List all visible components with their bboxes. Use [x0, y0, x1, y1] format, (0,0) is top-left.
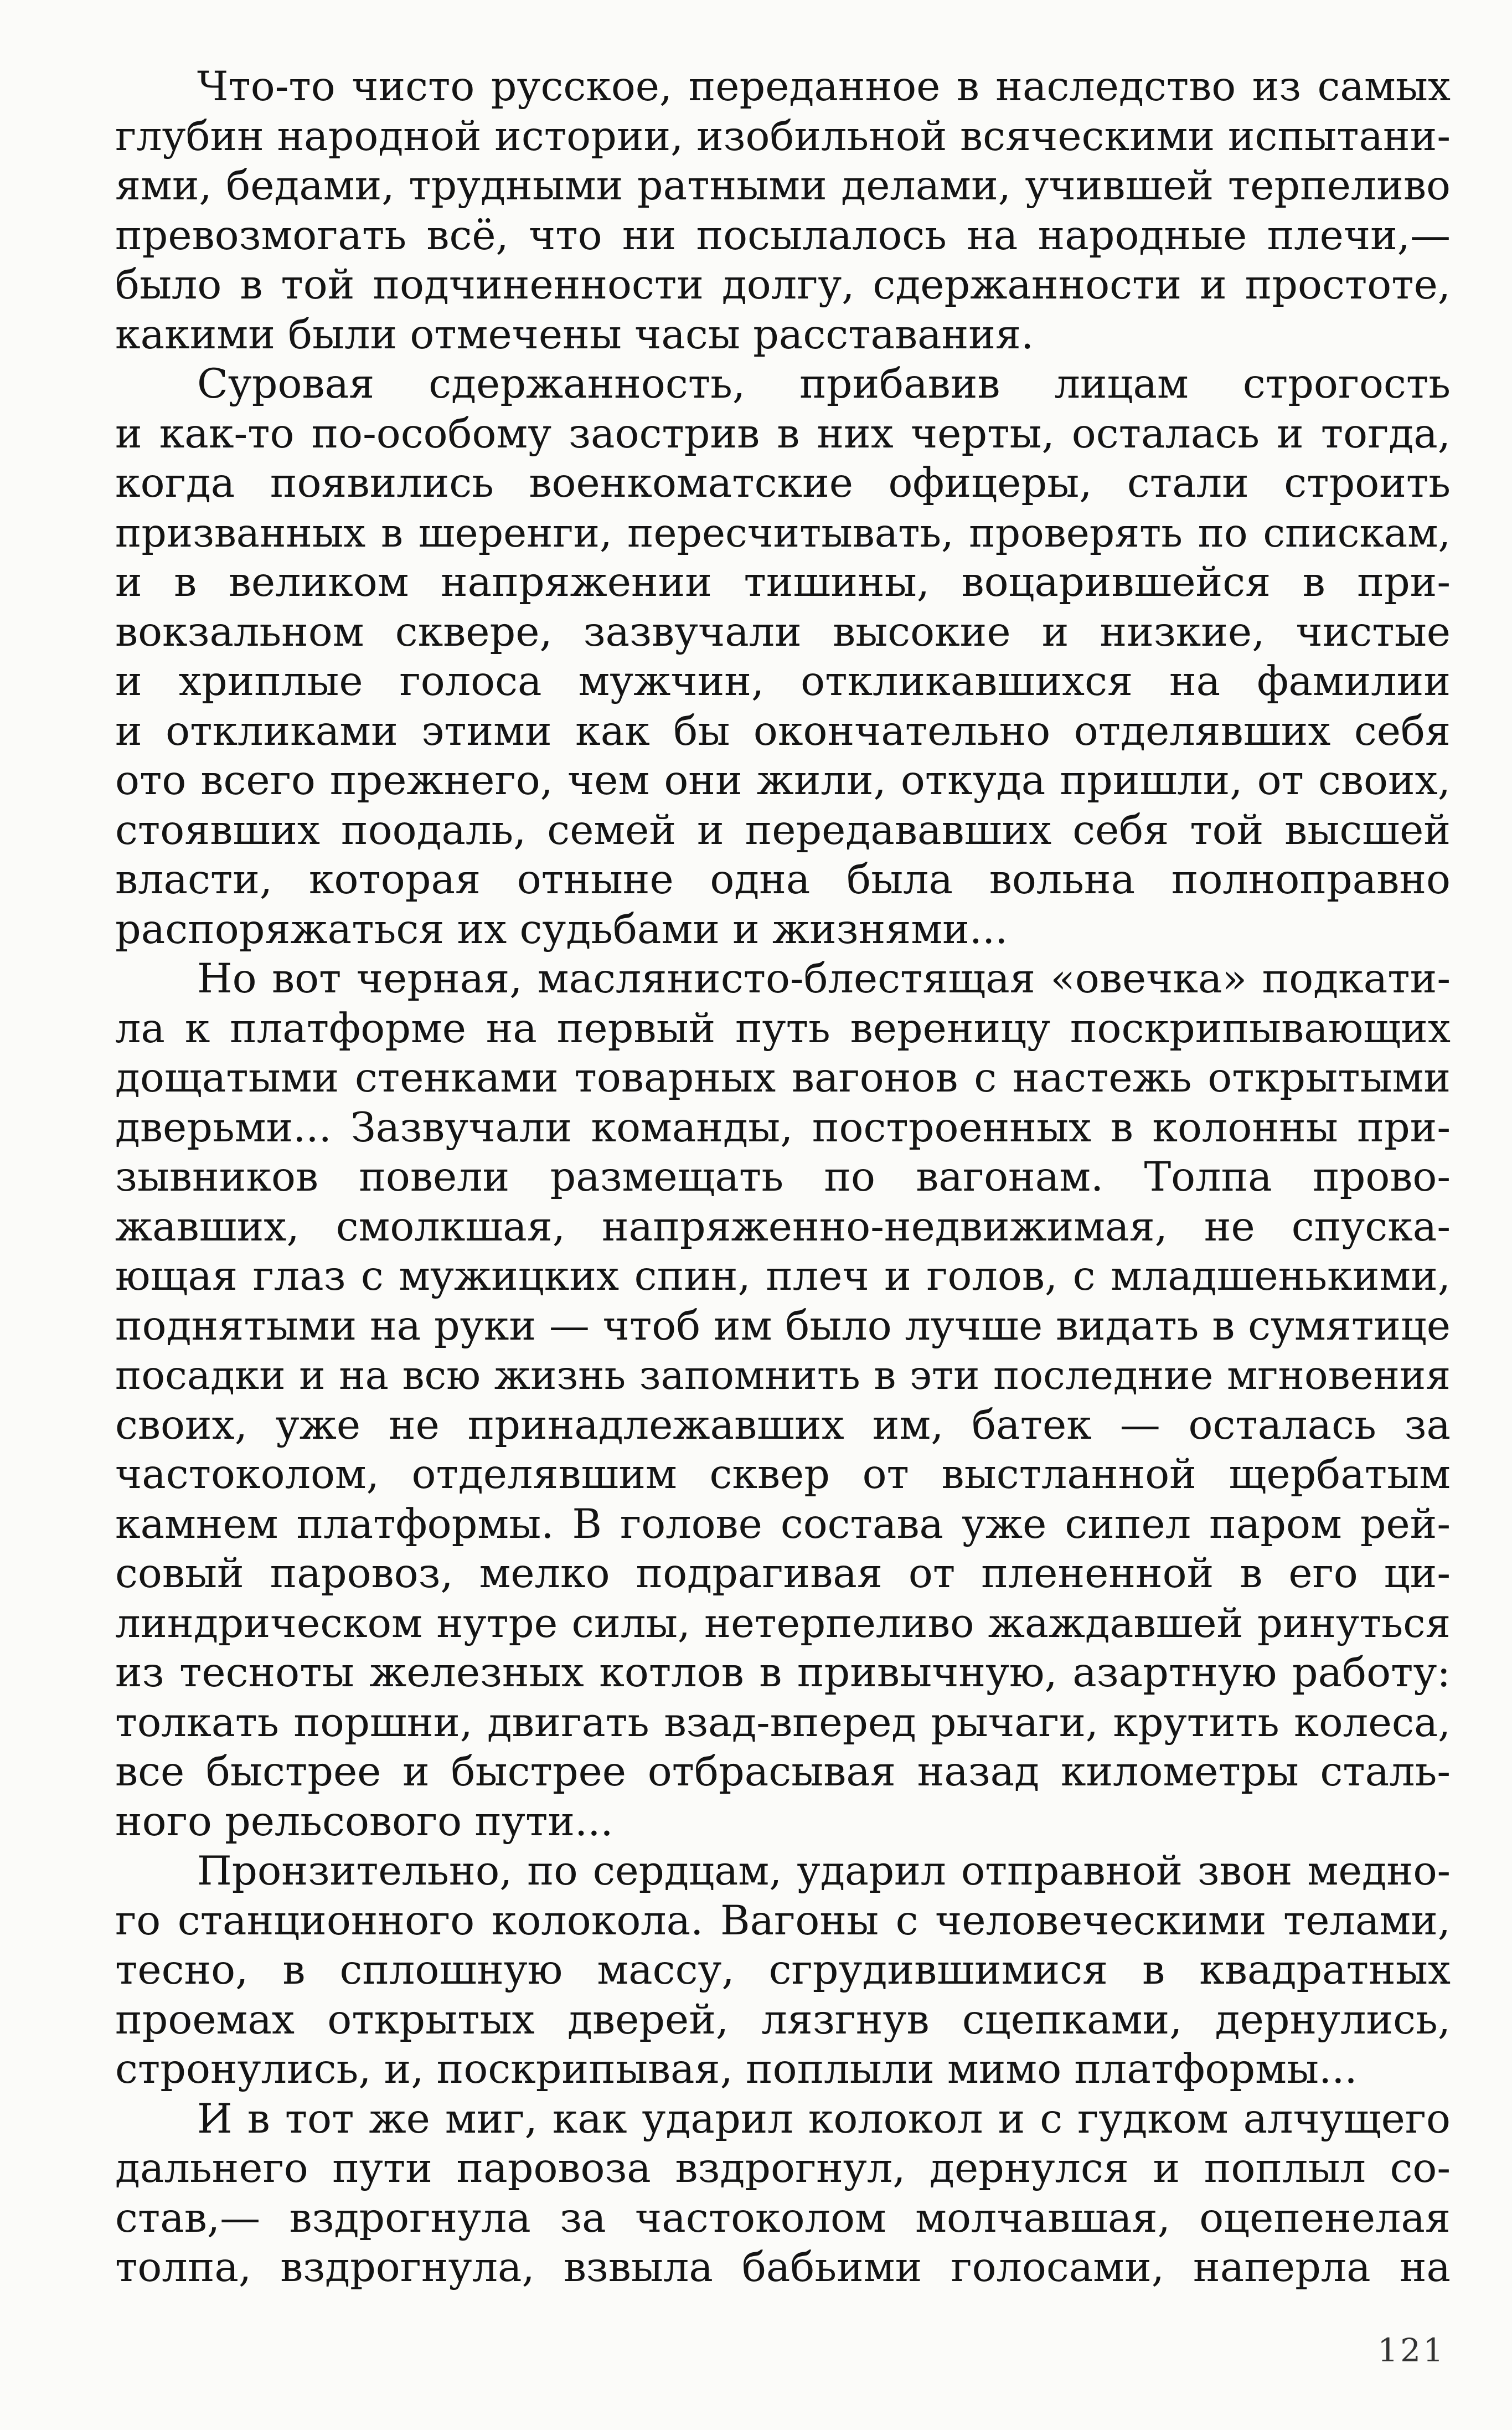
page-number: 121 — [1377, 2331, 1446, 2369]
text-line: камнем платформы. В голове состава уже сипел паром рей- — [115, 1500, 1451, 1548]
text-line: проемах открытых дверей, лязгнув сцепками, дернулись, — [115, 1996, 1451, 2043]
text-line: дощатыми стенками товарных вагонов с настежь открытыми — [115, 1054, 1451, 1101]
text-line: и откликами этими как бы окончательно отделявших себя — [115, 707, 1451, 755]
text-line: Суровая сдержанность, прибавив лицам строгость — [197, 361, 1451, 408]
text-line: дверьми... Зазвучали команды, построенных в колонны при- — [115, 1104, 1451, 1151]
text-line: толкать поршни, двигать взад-вперед рычаги, крутить колеса, — [115, 1698, 1451, 1746]
text-line: когда появились военкоматские офицеры, стали строить — [115, 460, 1451, 507]
text-line: было в той подчиненности долгу, сдержанности и простоте, — [115, 261, 1451, 308]
paragraph — [115, 359, 1451, 954]
text-line: го станционного колокола. Вагоны с человеческими телами, — [115, 1897, 1451, 1944]
text-line: превозмогать всё, что ни посылалось на народные плечи,— — [115, 212, 1451, 259]
text-line: толпа, вздрогнула, взвыла бабьими голосами, наперла на — [115, 2244, 1451, 2291]
text-line: зывников повели размещать по вагонам. Толпа прово- — [115, 1154, 1451, 1201]
text-line: ющая глаз с мужицких спин, плеч и голов, с младшенькими, — [115, 1253, 1451, 1300]
text-line: ного рельсового пути... — [115, 1798, 613, 1845]
paragraph — [115, 954, 1451, 1846]
text-line: частоколом, отделявшим сквер от выстланной щербатым — [115, 1451, 1451, 1498]
text-line: Но вот черная, маслянисто-блестящая «овечка» подкати- — [197, 955, 1451, 1002]
text-line: дальнего пути паровоза вздрогнул, дернулся и поплыл со- — [115, 2145, 1451, 2192]
text-line: глубин народной истории, изобильной всяческими испытани- — [115, 112, 1451, 160]
paragraph — [115, 2094, 1451, 2293]
text-line: И в тот же миг, как ударил колокол и с гудком алчущего — [197, 2095, 1451, 2143]
text-line: стронулись, и, поскрипывая, поплыли мимо платформы... — [115, 2046, 1358, 2093]
text-line: и хриплые голоса мужчин, откликавшихся на фамилии — [115, 658, 1451, 705]
text-column — [115, 62, 1451, 2293]
paragraph — [115, 1846, 1451, 2094]
text-line: Пронзительно, по сердцам, ударил отправной звон медно- — [197, 1847, 1451, 1894]
paragraph — [115, 62, 1451, 359]
text-line: ла к платформе на первый путь вереницу поскрипывающих — [115, 1005, 1451, 1052]
text-line: все быстрее и быстрее отбрасывая назад километры сталь- — [115, 1748, 1451, 1795]
text-line: вокзальном сквере, зазвучали высокие и низкие, чистые — [115, 608, 1451, 656]
text-line: посадки и на всю жизнь запомнить в эти последние мгновения — [115, 1352, 1451, 1398]
text-line: поднятыми на руки — чтоб им было лучше видать в сумятице — [115, 1302, 1451, 1350]
text-line: ями, бедами, трудными ратными делами, учившей терпеливо — [115, 162, 1451, 209]
text-line: и как-то по-особому заострив в них черты, осталась и тогда, — [115, 410, 1451, 457]
text-line: Что-то чисто русское, переданное в наследство из самых — [197, 63, 1451, 110]
text-line: из тесноты железных котлов в привычную, азартную работу: — [115, 1649, 1451, 1696]
text-line: призванных в шеренги, пересчитывать, проверять по спискам, — [115, 509, 1451, 556]
text-line: став,— вздрогнула за частоколом молчавшая, оцепенелая — [115, 2194, 1451, 2242]
text-line: ото всего прежнего, чем они жили, откуда пришли, от своих, — [115, 757, 1451, 804]
text-line: жавших, смолкшая, напряженно-недвижимая, не спуска- — [115, 1203, 1451, 1250]
text-line: совый паровоз, мелко подрагивая от плененной в его ци- — [115, 1550, 1451, 1597]
text-line: распоряжаться их судьбами и жизнями... — [115, 905, 1008, 953]
text-line: своих, уже не принадлежавших им, батек — осталась за — [115, 1401, 1451, 1449]
text-line: линдрическом нутре силы, нетерпеливо жаждавшей ринуться — [115, 1599, 1451, 1646]
text-line: стоявших поодаль, семей и передававших себя той высшей — [115, 806, 1451, 854]
text-line: и в великом напряжении тишины, воцарившейся в при- — [115, 559, 1451, 606]
text-line: какими были отмечены часы расставания. — [115, 311, 1034, 358]
text-line: тесно, в сплошную массу, сгрудившимися в квадратных — [115, 1947, 1451, 1994]
text-line: власти, которая отныне одна была вольна полноправно — [115, 856, 1451, 903]
